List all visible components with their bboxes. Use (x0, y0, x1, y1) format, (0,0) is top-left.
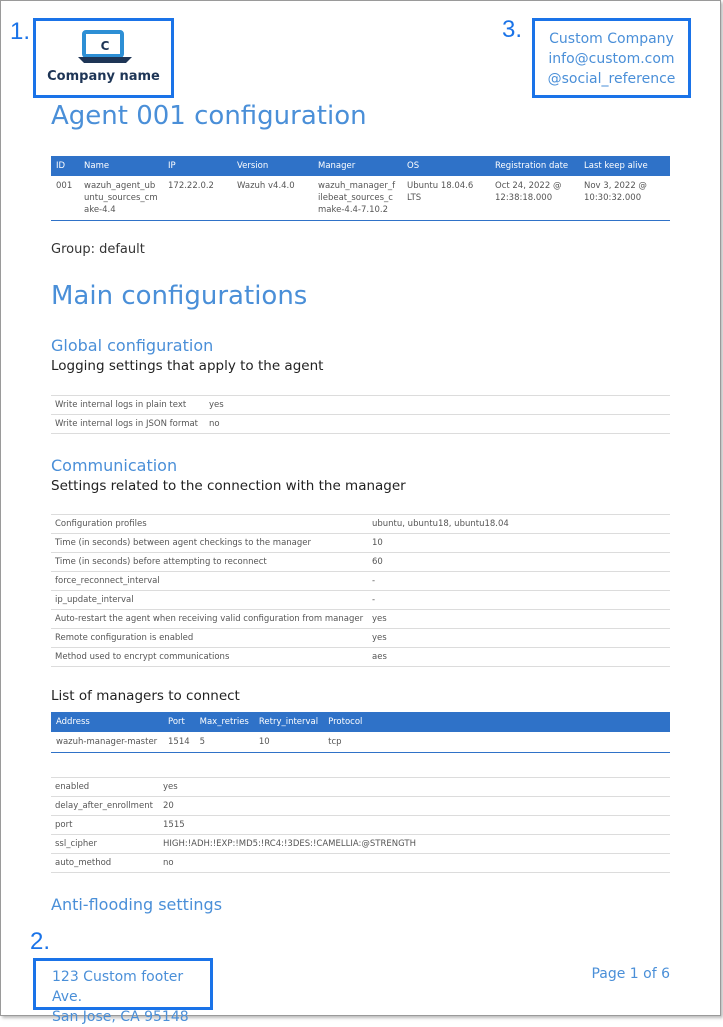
contact-email: info@custom.com (548, 51, 675, 67)
setting-key: delay_after_enrollment (51, 797, 159, 816)
cell-protocol: tcp (328, 737, 342, 747)
setting-value: yes (368, 629, 670, 648)
communication-table (51, 514, 670, 667)
logo-letter: C (100, 39, 110, 53)
setting-value: - (368, 591, 670, 610)
table-row (51, 610, 670, 629)
cell-max-retries: 5 (199, 737, 206, 747)
setting-value: 1515 (159, 816, 670, 835)
setting-key: Write internal logs in JSON format (51, 415, 205, 434)
footer-box (33, 958, 213, 1025)
global-table (51, 395, 670, 434)
page-title: Agent 001 configuration (51, 101, 367, 131)
col-id: ID (51, 156, 79, 176)
company-name: Company name (47, 69, 160, 84)
table-row (51, 415, 670, 434)
setting-value: yes (159, 778, 670, 797)
setting-value: yes (368, 610, 670, 629)
cell-keepalive: Nov 3, 2022 @ 10:30:32.000 (584, 181, 647, 203)
col-port: Port (163, 712, 195, 732)
setting-key: Write internal logs in plain text (51, 396, 205, 415)
agent-table (51, 156, 670, 221)
logo-box (33, 18, 174, 98)
setting-key: port (51, 816, 159, 835)
col-address: Address (51, 712, 163, 732)
managers-table-header (51, 712, 670, 732)
footer-address-line2: San Jose, CA 95148 (52, 1009, 189, 1025)
setting-value: 10 (368, 534, 670, 553)
setting-key: ssl_cipher (51, 835, 159, 854)
setting-key: force_reconnect_interval (51, 572, 368, 591)
table-row (51, 572, 670, 591)
setting-key: Method used to encrypt communications (51, 648, 368, 667)
marker-logo: 1. (10, 18, 31, 45)
setting-value: - (368, 572, 670, 591)
global-description: Logging settings that apply to the agent (51, 358, 324, 374)
cell-port: 1514 (168, 737, 190, 747)
col-os: OS (402, 156, 490, 176)
cell-name: wazuh_agent_ubuntu_sources_cmake-4.4 (84, 181, 158, 215)
col-version: Version (232, 156, 313, 176)
setting-value: aes (368, 648, 670, 667)
setting-key: ip_update_interval (51, 591, 368, 610)
contact-box (532, 18, 691, 98)
cell-version: Wazuh v4.4.0 (237, 181, 295, 191)
cell-address: wazuh-manager-master (56, 737, 158, 747)
table-row (51, 591, 670, 610)
setting-value: 20 (159, 797, 670, 816)
managers-table (51, 712, 670, 753)
communication-description: Settings related to the connection with the manager (51, 478, 406, 494)
global-heading: Global configuration (51, 336, 214, 355)
setting-key: enabled (51, 778, 159, 797)
agent-table-header (51, 156, 670, 176)
table-row (51, 732, 670, 753)
group-label: Group: default (51, 242, 145, 257)
cell-registration: Oct 24, 2022 @ 12:38:18.000 (495, 181, 562, 203)
table-row (51, 854, 670, 873)
col-manager: Manager (313, 156, 402, 176)
table-row (51, 396, 670, 415)
cell-id: 001 (56, 181, 73, 191)
setting-key: Auto-restart the agent when receiving valid configuration from manager (51, 610, 368, 629)
communication-heading: Communication (51, 456, 178, 475)
col-ip: IP (163, 156, 232, 176)
table-row (51, 816, 670, 835)
table-row (51, 797, 670, 816)
setting-value: ubuntu, ubuntu18, ubuntu18.04 (368, 515, 670, 534)
table-row (51, 534, 670, 553)
table-row (51, 648, 670, 667)
table-row (51, 629, 670, 648)
col-name: Name (79, 156, 163, 176)
col-registration: Registration date (490, 156, 579, 176)
setting-key: Configuration profiles (51, 515, 368, 534)
setting-key: Remote configuration is enabled (51, 629, 368, 648)
anti-flooding-heading: Anti-flooding settings (51, 895, 223, 914)
table-row (51, 835, 670, 854)
setting-value: HIGH:!ADH:!EXP:!MD5:!RC4:!3DES:!CAMELLIA:@STRENGTH (159, 835, 670, 854)
setting-key: Time (in seconds) between agent checkings to the manager (51, 534, 368, 553)
table-row (51, 515, 670, 534)
table-row (51, 553, 670, 572)
setting-value: 60 (368, 553, 670, 572)
cell-ip: 172.22.0.2 (168, 181, 214, 191)
marker-contact: 3. (502, 16, 523, 43)
table-row (51, 176, 670, 221)
cell-os: Ubuntu 18.04.6 LTS (407, 181, 474, 203)
setting-value: no (159, 854, 670, 873)
computer-monitor-icon (74, 29, 136, 67)
contact-company: Custom Company (549, 31, 674, 47)
setting-value: no (205, 415, 670, 434)
table-row (51, 778, 670, 797)
cell-retry-interval: 10 (258, 737, 270, 747)
contact-social: @social_reference (547, 71, 676, 87)
setting-value: yes (205, 396, 670, 415)
footer-address-line1: 123 Custom footer Ave. (52, 969, 184, 1005)
col-protocol: Protocol (323, 712, 670, 732)
managers-heading: List of managers to connect (51, 688, 240, 704)
main-heading: Main configurations (51, 281, 308, 311)
marker-footer: 2. (30, 928, 51, 955)
page-number: Page 1 of 6 (591, 966, 670, 982)
setting-key: Time (in seconds) before attempting to reconnect (51, 553, 368, 572)
col-retry-interval: Retry_interval (254, 712, 323, 732)
col-max-retries: Max_retries (195, 712, 254, 732)
col-keepalive: Last keep alive (579, 156, 670, 176)
cell-manager: wazuh_manager_filebeat_sources_cmake-4.4-7.10.2 (318, 181, 396, 215)
enrollment-table (51, 777, 670, 873)
setting-key: auto_method (51, 854, 159, 873)
